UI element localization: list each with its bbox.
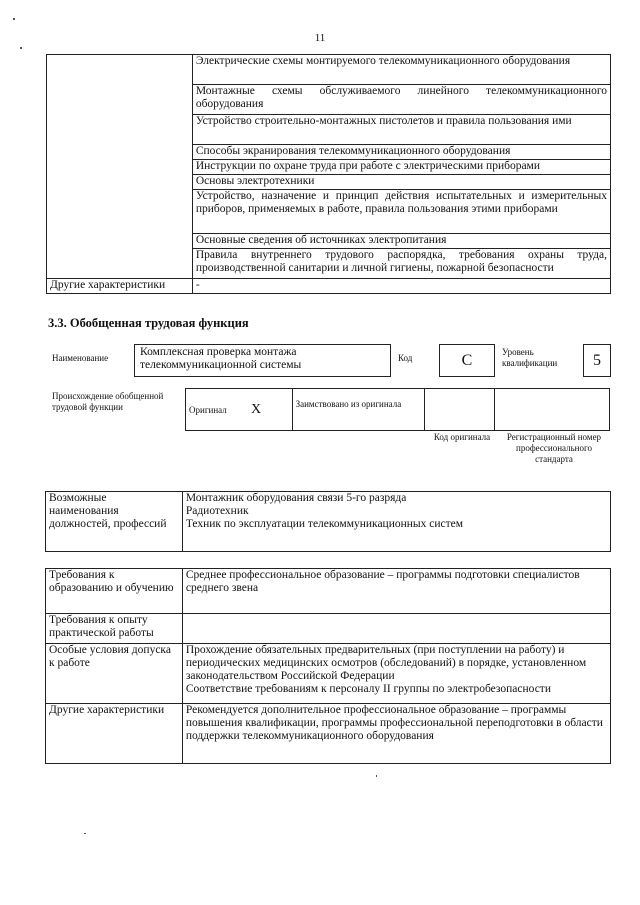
requirement-label: Требования к опыту практической работы xyxy=(46,614,183,644)
position-item: Техник по эксплуатации телекоммуникационных систем xyxy=(185,518,464,530)
original-cell xyxy=(186,389,293,431)
section-title: 3.3. Обобщенная трудовая функция xyxy=(48,316,249,330)
origin-table xyxy=(185,388,610,431)
requirement-text: Соответствие требованиям к персоналу II группы по электробезопасности xyxy=(185,683,551,695)
requirement-label: Требования к образованию и обучению xyxy=(46,569,183,614)
scan-speck xyxy=(20,47,22,49)
code-box xyxy=(439,344,495,377)
scan-speck xyxy=(376,775,377,777)
reg-number-cell xyxy=(495,389,610,431)
function-name-box xyxy=(134,344,391,377)
requirement-value xyxy=(182,614,610,644)
knowledge-item: Инструкции по охране труда при работе с электрическими приборами xyxy=(192,160,610,175)
function-name: Комплексная проверка монтажа телекоммуникационной системы xyxy=(140,346,302,371)
requirement-value: Среднее профессиональное образование – программы подготовки специалистов среднего звена xyxy=(182,569,610,614)
knowledge-item: Монтажные схемы обслуживаемого линейного телекоммуникационного оборудования xyxy=(192,85,610,115)
requirement-label: Особые условия допуска к работе xyxy=(46,644,183,704)
code-original-cell xyxy=(424,389,495,431)
origin-label: Происхождение обобщенной трудовой функции xyxy=(52,391,164,412)
code-value: C xyxy=(461,352,473,369)
knowledge-item: Устройство строительно-монтажных пистолетов и правила пользования ими xyxy=(192,115,610,145)
other-characteristics-label: Другие характеристики xyxy=(47,279,193,294)
scan-speck xyxy=(13,18,15,20)
requirements-table xyxy=(45,568,611,764)
knowledge-item: Правила внутреннего трудового распорядка, требования охраны труда, производственной санитарии и личной гигиены, пожарной безопасности xyxy=(192,249,610,279)
knowledge-table-continuation xyxy=(46,54,611,294)
borrowed-cell: Заимствовано из оригинала xyxy=(292,389,424,431)
original-label: Оригинал xyxy=(189,404,227,415)
requirement-value xyxy=(182,644,610,704)
knowledge-item: Основные сведения об источниках электропитания xyxy=(192,234,610,249)
level-value: 5 xyxy=(593,352,601,369)
knowledge-item: Электрические схемы монтируемого телекоммуникационного оборудования xyxy=(192,55,610,85)
empty-label-cell xyxy=(47,55,193,279)
other-characteristics-value: - xyxy=(192,279,610,294)
requirement-label: Другие характеристики xyxy=(46,704,183,764)
level-box xyxy=(583,344,611,377)
knowledge-item: Устройство, назначение и принцип действия испытательных и измерительных приборов, применяемых в работе, правила пользования этими приборами xyxy=(192,190,610,234)
position-item: Монтажник оборудования связи 5-го разряда xyxy=(185,492,407,504)
page-number: 11 xyxy=(314,32,326,44)
name-label: Наименование xyxy=(52,353,109,363)
knowledge-item: Основы электротехники xyxy=(192,175,610,190)
positions-label: Возможные наименования должностей, профессий xyxy=(46,492,183,552)
code-original-caption: Код оригинала xyxy=(433,432,491,442)
code-label: Код xyxy=(398,353,413,363)
reg-number-caption: Регистрационный номер профессионального стандарта xyxy=(506,432,602,464)
knowledge-item: Способы экранирования телекоммуникационного оборудования xyxy=(192,145,610,160)
original-mark: X xyxy=(250,401,262,417)
scan-speck xyxy=(84,833,86,834)
level-label: Уровень квалификации xyxy=(502,347,558,368)
requirement-value: Рекомендуется дополнительное профессиональное образование – программы повышения квалификации, программы профессиональной переподготовки в области поддержки телекоммуникационного оборудования xyxy=(182,704,610,764)
requirement-text: Прохождение обязательных предварительных (при поступлении на работу) и периодических медицинских осмотров (обследований) в порядке, установленном законодательством Российской Федерации xyxy=(185,644,587,682)
positions-values xyxy=(182,492,610,552)
position-item: Радиотехник xyxy=(185,505,249,517)
positions-table xyxy=(45,491,611,552)
